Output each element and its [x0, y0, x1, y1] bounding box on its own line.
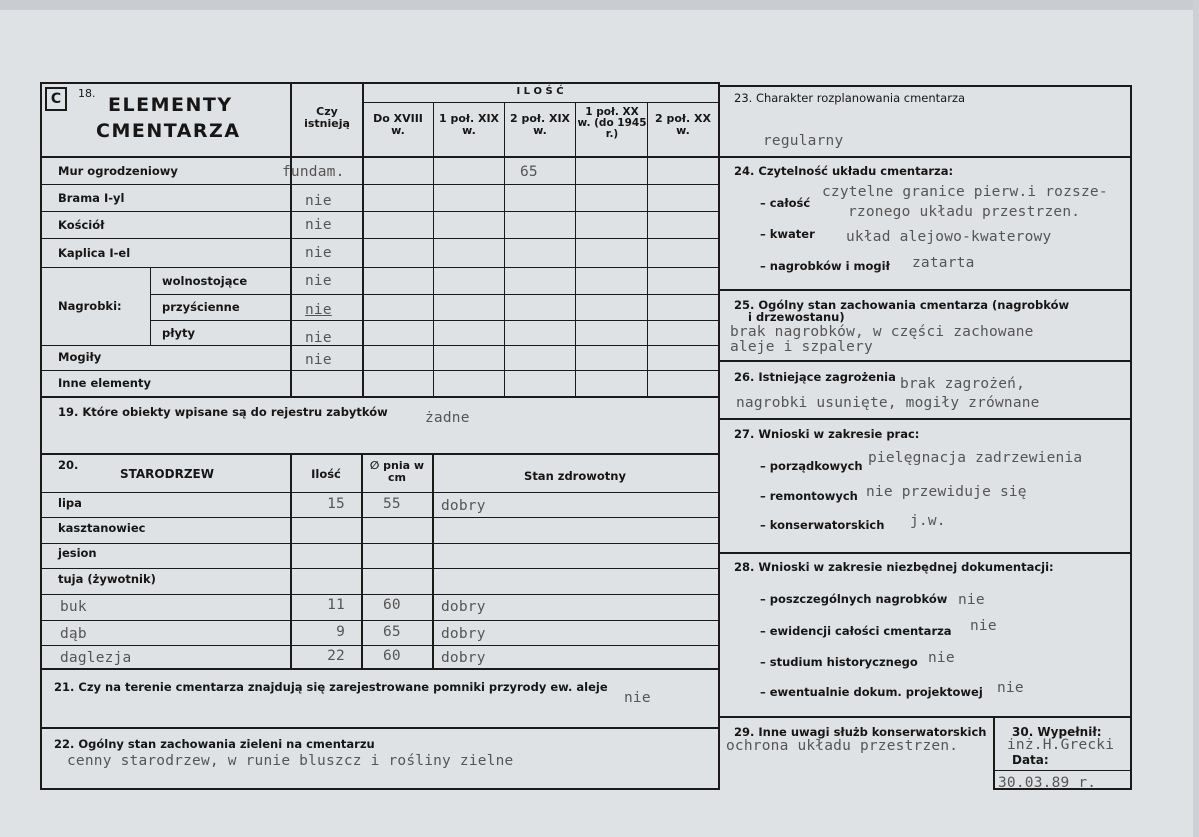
tree-ilosc: 22 [327, 648, 345, 664]
value-kosciol: nie [305, 217, 332, 233]
section-25-value-1: brak nagrobków, w części zachowane [730, 324, 1034, 340]
section-28-projektowej-label: – ewentualnie dokum. projektowej [760, 685, 983, 699]
section-24-label: 24. Czytelność układu cmentarza: [734, 164, 954, 178]
tree-ilosc: 9 [336, 624, 345, 640]
section-c-box: C [45, 87, 67, 111]
tree-ilosc: 15 [327, 496, 345, 512]
column-header-2pol-xx: 2 poł. XX w. [655, 112, 711, 137]
column-header-ilosc: I L O Ś Ć [516, 86, 564, 97]
section-18-title-line2: CMENTARZA [96, 120, 241, 142]
tree-name: tuja (żywotnik) [58, 572, 156, 586]
column-header-do-xviii: Do XVIII w. [373, 112, 423, 137]
section-20-title: STARODRZEW [120, 467, 214, 481]
section-27-konserwatorskich-label: – konserwatorskich [760, 518, 885, 532]
section-24-calosc-value-1: czytelne granice pierw.i rozsze- [822, 184, 1108, 200]
section-24-calosc-label: – całość [760, 196, 811, 210]
row-label-kosciol: Kościół [58, 218, 105, 232]
section-27-porzadkowych-value: pielęgnacja zadrzewienia [868, 450, 1083, 466]
row-label-mogily: Mogiły [58, 350, 102, 364]
value-przyscienne: nie [305, 302, 332, 318]
value-plyty: nie [305, 330, 332, 346]
value-mur-2pol-xix: 65 [520, 164, 538, 180]
section-22-value: cenny starodrzew, w runie bluszcz i rośliny zielne [67, 753, 514, 769]
scan-right-edge [1193, 0, 1199, 837]
section-30-data-label: Data: [1012, 753, 1049, 767]
row-label-brama: Brama I-yl [58, 191, 125, 205]
section-24-calosc-value-2: rzonego układu przestrzen. [848, 204, 1081, 220]
value-brama: nie [305, 193, 332, 209]
tree-name: kasztanowiec [58, 521, 146, 535]
section-28-nagrobkow-value: nie [958, 592, 985, 608]
tree-stan: dobry [441, 599, 486, 615]
tree-pnia: 60 [383, 648, 401, 664]
value-mur: fundam. [282, 164, 345, 180]
section-25-value-2: aleje i szpalery [730, 339, 873, 355]
section-28-nagrobkow-label: – poszczególnych nagrobków [760, 592, 948, 606]
column-header-1pol-xix: 1 poł. XIX w. [438, 112, 500, 137]
section-20-number: 20. [58, 458, 79, 472]
section-24-nagrobkow-value: zatarta [912, 255, 975, 271]
row-label-przyscienne: przyścienne [162, 300, 240, 314]
column-header-stan-zdrowotny: Stan zdrowotny [524, 469, 626, 483]
row-label-kaplica: Kaplica I-el [58, 246, 131, 260]
column-header-czy-istnieja: Czy istnieją [304, 105, 350, 130]
tree-pnia: 60 [383, 597, 401, 613]
section-28-label: 28. Wnioski w zakresie niezbędnej dokumentacji: [734, 560, 1054, 574]
section-19-value: żadne [425, 410, 470, 426]
section-28-projektowej-value: nie [997, 680, 1024, 696]
section-24-kwater-label: – kwater [760, 227, 815, 241]
section-27-konserwatorskich-value: j.w. [910, 513, 946, 529]
section-30-data-value: 30.03.89 r. [998, 775, 1097, 791]
tree-pnia: 55 [383, 496, 401, 512]
tree-stan: dobry [441, 498, 486, 514]
section-28-ewidencji-value: nie [970, 618, 997, 634]
section-18-title-line1: ELEMENTY [108, 94, 233, 116]
section-27-remontowych-value: nie przewiduje się [866, 484, 1027, 500]
section-24-nagrobkow-label: – nagrobków i mogił [760, 259, 890, 273]
tree-name: jesion [58, 546, 97, 560]
row-label-wolnostojace: wolnostojące [162, 274, 248, 288]
section-23-value: regularny [763, 133, 844, 149]
section-21-label: 21. Czy na terenie cmentarza znajdują się zarejestrowane pomniki przyrody ew. aleje [54, 680, 608, 694]
section-29-label: 29. Inne uwagi służb konserwatorskich [734, 725, 987, 739]
section-21-value: nie [624, 690, 651, 706]
value-wolnostojace: nie [305, 273, 332, 289]
tree-stan: dobry [441, 626, 486, 642]
tree-name: buk [60, 599, 87, 615]
section-30-label: 30. Wypełnił: [1012, 725, 1102, 739]
row-label-mur: Mur ogrodzeniowy [58, 164, 178, 178]
section-22-label: 22. Ogólny stan zachowania zieleni na cmentarzu [54, 737, 375, 751]
section-25-label-line1: 25. Ogólny stan zachowania cmentarza (nagrobków [734, 298, 1070, 312]
section-24-kwater-value: układ alejowo-kwaterowy [846, 229, 1052, 245]
section-29-value: ochrona układu przestrzen. [726, 738, 959, 754]
tree-stan: dobry [441, 650, 486, 666]
section-28-studium-value: nie [928, 650, 955, 666]
section-18-number: 18. [78, 87, 96, 100]
column-header-1pol-xx: 1 poł. XX w. (do 1945 r.) [577, 106, 647, 140]
section-19-label: 19. Które obiekty wpisane są do rejestru zabytków [58, 405, 388, 419]
scan-top-edge [0, 0, 1199, 10]
tree-pnia: 65 [383, 624, 401, 640]
value-kaplica: nie [305, 245, 332, 261]
section-30-value: inż.H.Grecki [1007, 737, 1115, 753]
section-26-label: 26. Istniejące zagrożenia [734, 370, 896, 384]
value-mogily: nie [305, 352, 332, 368]
section-26-value-2: nagrobki usunięte, mogiły zrównane [736, 395, 1040, 411]
column-header-ilosc-drzew: Ilość [311, 467, 341, 481]
row-label-plyty: płyty [162, 326, 195, 340]
section-27-remontowych-label: – remontowych [760, 489, 858, 503]
section-25-label-line2: i drzewostanu) [748, 310, 845, 324]
column-header-2pol-xix: 2 poł. XIX w. [509, 112, 571, 137]
section-27-label: 27. Wnioski w zakresie prac: [734, 427, 920, 441]
section-28-ewidencji-label: – ewidencji całości cmentarza [760, 624, 952, 638]
tree-ilosc: 11 [327, 597, 345, 613]
section-26-value-1: brak zagrożeń, [900, 376, 1026, 392]
row-label-nagrobki: Nagrobki: [58, 299, 122, 313]
section-27-porzadkowych-label: – porządkowych [760, 459, 863, 473]
tree-name: daglezja [60, 650, 132, 666]
column-header-pnia: ∅ pnia w cm [369, 459, 425, 484]
tree-name: dąb [60, 626, 87, 642]
row-label-inne: Inne elementy [58, 376, 151, 390]
section-23-label: 23. Charakter rozplanowania cmentarza [734, 91, 966, 105]
tree-name: lipa [58, 496, 82, 510]
section-28-studium-label: – studium historycznego [760, 655, 918, 669]
